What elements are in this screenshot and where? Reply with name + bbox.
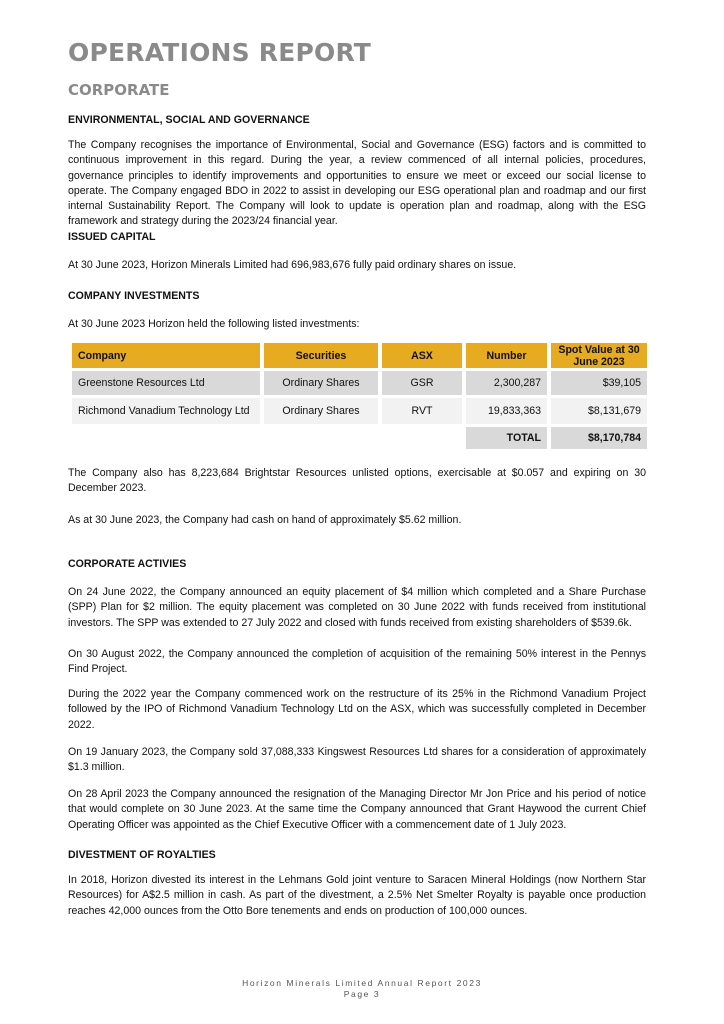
cash-paragraph: As at 30 June 2023, the Company had cash on hand of approximately $5.62 million.: [68, 514, 462, 526]
table-header-row: [72, 343, 647, 368]
issued-capital-paragraph: At 30 June 2023, Horizon Minerals Limited had 696,983,676 fully paid ordinary shares on issue.: [68, 259, 517, 271]
cell-company: Richmond Vanadium Technology Ltd: [72, 398, 260, 424]
royalties-heading: DIVESTMENT OF ROYALTIES: [68, 849, 216, 861]
activities-paragraph: On 24 June 2022, the Company announced an equity placement of $4 million which completed and a Share Purchase (SPP) Plan for $2 million. The equity placement was completed on 30 June 2022 with funds received from institutional investors. The SPP was extended to 27 July 2022 and closed with funds received from existing shareholders of $539.6k.: [68, 586, 646, 629]
cell-asx: GSR: [382, 371, 462, 395]
footer-page-number: Page 3: [343, 989, 381, 999]
page-title: OPERATIONS REPORT: [68, 38, 372, 67]
activities-paragraph: During the 2022 year the Company commenced work on the restructure of its 25% in the Richmond Vanadium Project followed by the IPO of Richmond Vanadium Technology Ltd on the ASX, which was successfully completed in December 2022.: [68, 688, 646, 731]
cell-company: Greenstone Resources Ltd: [72, 371, 260, 395]
total-value: $8,170,784: [551, 427, 647, 449]
column-header-spot-value: Spot Value at 30 June 2023: [551, 343, 647, 368]
activities-paragraph: On 28 April 2023 the Company announced the resignation of the Managing Director Mr Jon Price and his period of notice that would complete on 30 June 2023. At the same time the Company announced that Grant Haywood the current Chief Operating Officer was appointed as the Chief Executive Officer with a commencement date of 1 July 2023.: [68, 788, 646, 831]
column-header-securities: Securities: [264, 343, 378, 368]
cell-number: 19,833,363: [466, 398, 547, 424]
table-total-row: [72, 427, 647, 449]
activities-paragraph: On 19 January 2023, the Company sold 37,088,333 Kingswest Resources Ltd shares for a consideration of approximately $1.3 million.: [68, 746, 646, 774]
investments-intro: At 30 June 2023 Horizon held the following listed investments:: [68, 318, 360, 330]
table-row: [72, 398, 647, 424]
corporate-activities-heading: CORPORATE ACTIVIES: [68, 558, 187, 570]
cell-value: $39,105: [551, 371, 647, 395]
column-header-asx: ASX: [382, 343, 462, 368]
activities-paragraph: On 30 August 2022, the Company announced the completion of acquisition of the remaining 50% interest in the Pennys Find Project.: [68, 648, 646, 676]
esg-heading: ENVIRONMENTAL, SOCIAL AND GOVERNANCE: [68, 114, 310, 126]
cell-securities: Ordinary Shares: [264, 371, 378, 395]
footer-report-name: Horizon Minerals Limited Annual Report 2023: [242, 978, 482, 988]
table-row: [72, 371, 647, 395]
investments-table: [68, 340, 651, 452]
cell-asx: RVT: [382, 398, 462, 424]
section-title: CORPORATE: [68, 81, 170, 99]
issued-capital-heading: ISSUED CAPITAL: [68, 231, 156, 243]
company-investments-heading: COMPANY INVESTMENTS: [68, 290, 200, 302]
options-paragraph: The Company also has 8,223,684 Brightstar Resources unlisted options, exercisable at $0.057 and expiring on 30 December 2023.: [68, 467, 646, 495]
cell-securities: Ordinary Shares: [264, 398, 378, 424]
esg-paragraph: The Company recognises the importance of Environmental, Social and Governance (ESG) factors and is committed to continuous improvement in this regard. During the year, a review commenced of all internal policies, procedures, governance principles to identify improvements and opportunities to ensure we meet or exceed our social license to operate. The Company engaged BDO in 2022 to assist in developing our ESG operational plan and roadmap and our first internal Sustainability Report. The Company will look to update is operation plan and roadmap, along with the ESG framework and strategy during the 2023/24 financial year.: [68, 139, 646, 228]
column-header-company: Company: [72, 343, 260, 368]
royalties-paragraph: In 2018, Horizon divested its interest in the Lehmans Gold joint venture to Saracen Mineral Holdings (now Northern Star Resources) for A$2.5 million in cash. As part of the divestment, a 2.5% Net Smelter Royalty is payable once production reaches 42,000 ounces from the Otto Bore tenements and ends on production of 100,000 ounces.: [68, 874, 646, 917]
total-label: TOTAL: [466, 427, 547, 449]
column-header-number: Number: [466, 343, 547, 368]
cell-value: $8,131,679: [551, 398, 647, 424]
cell-number: 2,300,287: [466, 371, 547, 395]
